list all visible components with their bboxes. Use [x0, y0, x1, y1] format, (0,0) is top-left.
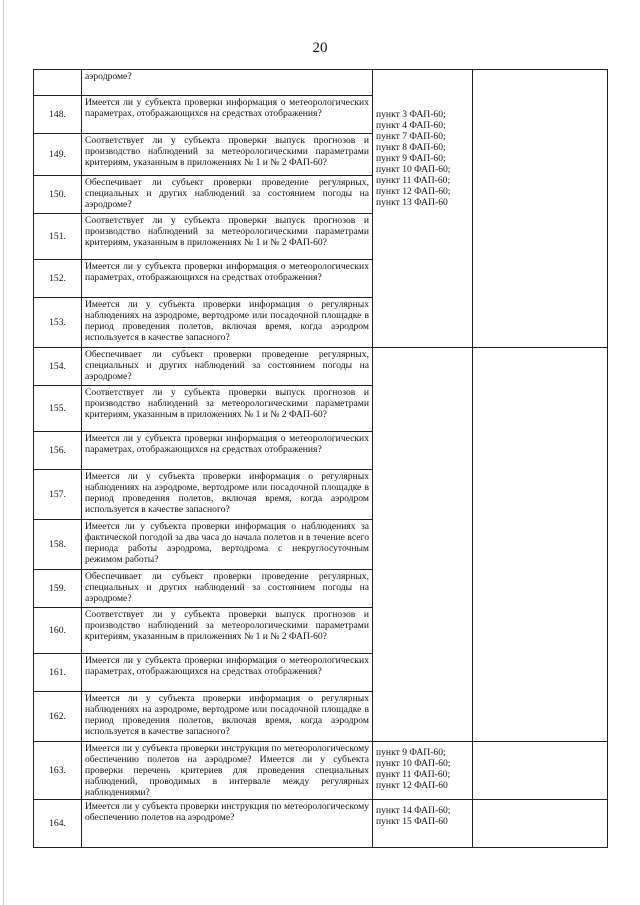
legal-reference-cell	[373, 70, 473, 348]
question-text: Имеется ли у субъекта проверки информация о регулярных наблюдениях на аэродроме, вертодроме или посадочной площадке в период проведения полетов, включая время, когда аэродром используется в качестве запасного?	[82, 692, 373, 742]
table-row	[34, 800, 608, 848]
legal-reference: пункт 10 ФАП-60;	[376, 164, 451, 175]
legal-reference: пункт 3 ФАП-60;	[376, 109, 446, 120]
table-row	[34, 742, 608, 800]
row-number: 150.	[34, 176, 82, 214]
row-number: 154.	[34, 348, 82, 386]
question-text: Соответствует ли у субъекта проверки выпуск прогнозов и производство наблюдений за метеорологическими параметрами критериям, указанным в приложениях № 1 и № 2 ФАП-60?	[82, 214, 373, 260]
table-row	[34, 70, 608, 96]
question-text: Обеспечивает ли субъект проверки проведение регулярных, специальных и других наблюдений за состоянием погоды на аэродроме?	[82, 348, 373, 386]
question-text: Имеется ли у субъекта проверки информация о регулярных наблюдениях на аэродроме, вертодроме или посадочной площадке в период проведения полетов, включая время, когда аэродром используется в качестве запасного?	[82, 298, 373, 348]
question-text: Имеется ли у субъекта проверки информация о метеорологических параметрах, отображающихся на средствах отображения?	[82, 96, 373, 134]
row-number: 152.	[34, 260, 82, 298]
row-number: 148.	[34, 96, 82, 134]
row-number	[34, 70, 82, 96]
left-margin-mark	[3, 0, 4, 905]
question-text: аэродроме?	[82, 70, 373, 96]
row-number: 157.	[34, 470, 82, 520]
legal-reference: пункт 9 ФАП-60;	[376, 747, 446, 758]
question-text: Имеется ли у субъекта проверки инструкция по метеорологическому обеспечению полетов на аэродроме? Имеется ли у субъекта проверки перечень критериев для проведения специальных наблюдений, проводимых в интервале между регулярных наблюдениями?	[82, 742, 373, 800]
question-text: Соответствует ли у субъекта проверки выпуск прогнозов и производство наблюдений за метеорологическими параметрами критериям, указанным в приложениях № 1 и № 2 ФАП-60?	[82, 134, 373, 176]
row-number: 156.	[34, 432, 82, 470]
row-number: 160.	[34, 608, 82, 654]
row-number: 161.	[34, 654, 82, 692]
question-text: Имеется ли у субъекта проверки информация о наблюдениях за фактической погодой за два часа до начала полетов и в течение всего периода работы аэродрома, вертодрома с некруглосуточным режимом работы?	[82, 520, 373, 570]
row-number: 164.	[34, 800, 82, 848]
page-number: 20	[312, 40, 328, 56]
legal-reference: пункт 9 ФАП-60;	[376, 153, 446, 164]
question-text: Обеспечивает ли субъект проверки проведение регулярных, специальных и других наблюдений за состоянием погоды на аэродроме?	[82, 570, 373, 608]
question-text: Имеется ли у субъекта проверки инструкция по метеорологическому обеспечению полетов на аэродроме?	[82, 800, 373, 848]
row-number: 162.	[34, 692, 82, 742]
question-text: Имеется ли у субъекта проверки информация о регулярных наблюдениях на аэродроме, вертодроме или посадочной площадке в период проведения полетов, включая время, когда аэродром используется в качестве запасного?	[82, 470, 373, 520]
legal-reference: пункт 7 ФАП-60;	[376, 131, 446, 142]
row-number: 155.	[34, 386, 82, 432]
row-number: 153.	[34, 298, 82, 348]
legal-reference: пункт 12 ФАП-60	[376, 780, 448, 791]
legal-reference: пункт 8 ФАП-60;	[376, 142, 446, 153]
legal-reference: пункт 10 ФАП-60;	[376, 758, 451, 769]
row-number: 158.	[34, 520, 82, 570]
question-text: Обеспечивает ли субъект проверки проведение регулярных, специальных и других наблюдений за состоянием погоды на аэродроме?	[82, 176, 373, 214]
question-text: Соответствует ли у субъекта проверки выпуск прогнозов и производство наблюдений за метеорологическими параметрами критериям, указанным в приложениях № 1 и № 2 ФАП-60?	[82, 608, 373, 654]
legal-reference: пункт 14 ФАП-60;	[376, 805, 451, 816]
answer-cell	[473, 348, 608, 742]
question-text: Имеется ли у субъекта проверки информация о метеорологических параметрах, отображающихся на средствах отображения?	[82, 654, 373, 692]
row-number: 149.	[34, 134, 82, 176]
answer-cell	[473, 70, 608, 348]
legal-reference: пункт 11 ФАП-60;	[376, 175, 451, 186]
row-number: 159.	[34, 570, 82, 608]
row-number: 151.	[34, 214, 82, 260]
checklist-table	[33, 69, 608, 848]
row-number: 163.	[34, 742, 82, 800]
answer-cell	[473, 742, 608, 800]
question-text: Имеется ли у субъекта проверки информация о метеорологических параметрах, отображающихся на средствах отображения?	[82, 260, 373, 298]
legal-reference: пункт 12 ФАП-60;	[376, 186, 451, 197]
answer-cell	[473, 800, 608, 848]
legal-reference: пункт 4 ФАП-60;	[376, 120, 446, 131]
legal-reference: пункт 15 ФАП-60	[376, 816, 448, 827]
legal-reference-cell	[373, 742, 473, 800]
legal-reference-cell	[373, 800, 473, 848]
question-text: Соответствует ли у субъекта проверки выпуск прогнозов и производство наблюдений за метеорологическими параметрами критериям, указанным в приложениях № 1 и № 2 ФАП-60?	[82, 386, 373, 432]
legal-reference: пункт 11 ФАП-60;	[376, 769, 451, 780]
question-text: Имеется ли у субъекта проверки информация о метеорологических параметрах, отображающихся на средствах отображения?	[82, 432, 373, 470]
table-row	[34, 348, 608, 386]
legal-reference: пункт 13 ФАП-60	[376, 197, 448, 208]
legal-reference-cell	[373, 348, 473, 742]
